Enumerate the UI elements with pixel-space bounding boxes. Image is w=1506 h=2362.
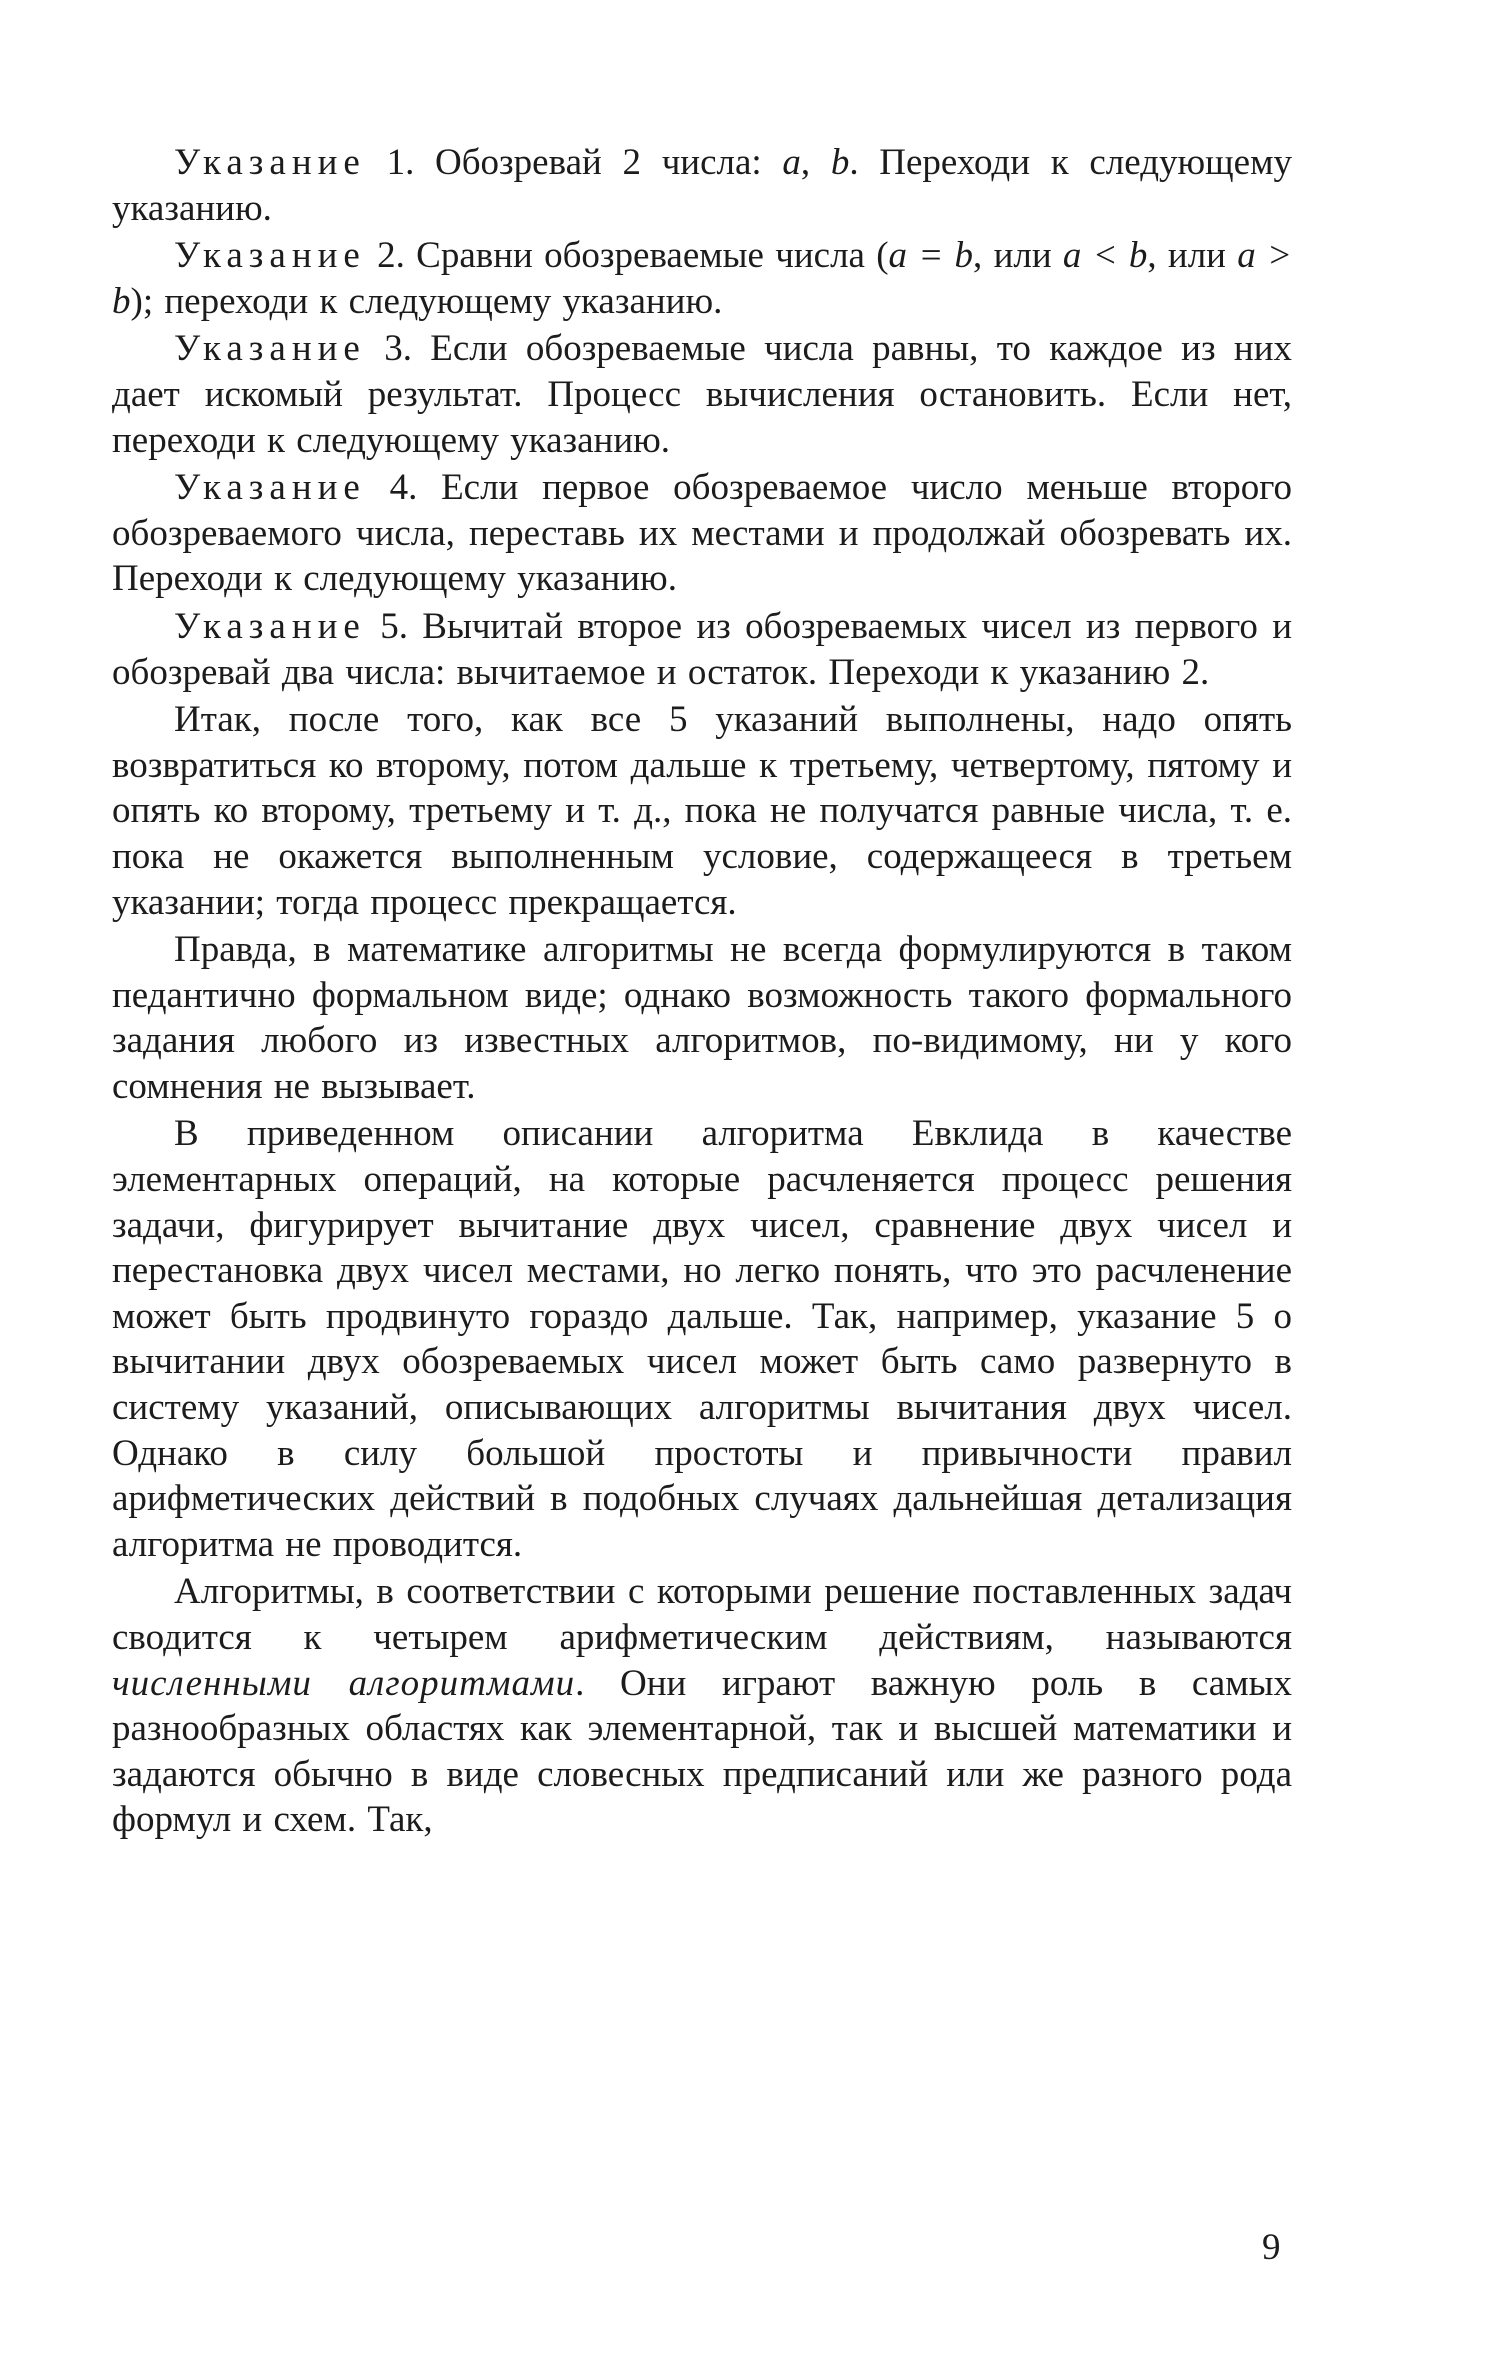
paragraph-numerical-algorithms (112, 1569, 1292, 1843)
instruction-text: , или (1147, 235, 1238, 277)
instruction-text: Сравни обозреваемые числа ( (404, 235, 889, 277)
math-expression: a = b (888, 235, 974, 277)
instruction-number: 1. (386, 142, 415, 183)
paragraph-euclid: В приведенном описании алгоритма Евклида в качестве элементарных операций, на которые расчленяется процесс решения задачи, фигурирует вычитание двух чисел, сравнение двух чисел и перестановка двух чисел местами, но легко понять, что это расчленение может быть продвинуто гораздо дальше. Так, например, указание 5 о вычитании двух обозреваемых чисел может быть само развернуто в систему указаний, описывающих алгоритмы вычитания двух чисел. Однако в силу большой простоты и привычности правил арифметических действий в подобных случаях дальнейшая детализация алгоритма не проводится. (112, 1113, 1292, 1565)
math-variable: a (782, 142, 801, 183)
instruction-heading: Указание (174, 467, 366, 509)
instruction-heading: Указание (174, 235, 366, 277)
instruction-text: Если первое обозреваемое число меньше второго обозреваемого числа, переставь их местами и продолжай обозревать их. Переходи к следующему указанию. (112, 467, 1292, 600)
instruction-text: Обозревай 2 числа: (414, 142, 783, 183)
instruction-number: 3. (384, 328, 412, 370)
paragraph-text: Алгоритмы, в соответствии с которыми решение поставленных задач сводится к четырем арифметическим действиям, называются (112, 1571, 1292, 1658)
page-body (112, 140, 1292, 1845)
instruction-number: 4. (389, 467, 418, 509)
instruction-heading: Указание (174, 328, 366, 370)
instruction-heading: Указание (174, 142, 366, 183)
instruction-text: . Переходи к следующему указанию. (112, 142, 1293, 229)
instruction-text: ); переходи к следующему указанию. (130, 280, 723, 322)
emphasized-term: численными алгоритмами (112, 1662, 576, 1704)
instruction-2 (112, 233, 1292, 324)
math-expression: a > b (112, 235, 1292, 322)
instruction-heading: Указание (174, 605, 366, 647)
page-number: 9 (1262, 2227, 1281, 2268)
math-expression: a < b (1062, 235, 1148, 277)
paragraph-formalism: Правда, в математике алгоритмы не всегда формулируются в таком педантично формальном виде; однако возможность такого формального задания любого из известных алгоритмов, по-видимому, ни у кого сомнения не вызывает. (112, 929, 1292, 1107)
paragraph-summary: Итак, после того, как все 5 указаний выполнены, надо опять возвратиться ко второму, потом дальше к третьему, четвертому, пятому и опять ко второму, третьему и т. д., пока не получатся равные числа, т. е. пока не окажется выполненным условие, содержащееся в третьем указании; тогда процесс прекращается. (112, 699, 1292, 923)
instruction-text: Если обозреваемые числа равны, то каждое из них дает искомый результат. Процесс вычисления остановить. Если нет, переходи к следующему указанию. (112, 328, 1293, 461)
instruction-text: , (800, 142, 831, 183)
instruction-text: , или (973, 235, 1063, 277)
instruction-5 (112, 604, 1292, 695)
instruction-4 (112, 465, 1292, 602)
paragraph-text: . Они играют важную роль в самых разнообразных областях как элементарной, так и высшей математики и задаются обычно в виде словесных предписаний или же разного рода формул и схем. Так, (112, 1662, 1292, 1841)
math-variable: b (830, 142, 850, 183)
instruction-3 (112, 326, 1292, 463)
instruction-number: 2. (377, 235, 405, 277)
instruction-text: Вычитай второе из обозреваемых чисел из первого и обозревай два числа: вычитаемое и остаток. Переходи к указанию 2. (112, 605, 1293, 693)
instruction-1 (112, 140, 1292, 231)
instruction-number: 5. (380, 605, 408, 647)
